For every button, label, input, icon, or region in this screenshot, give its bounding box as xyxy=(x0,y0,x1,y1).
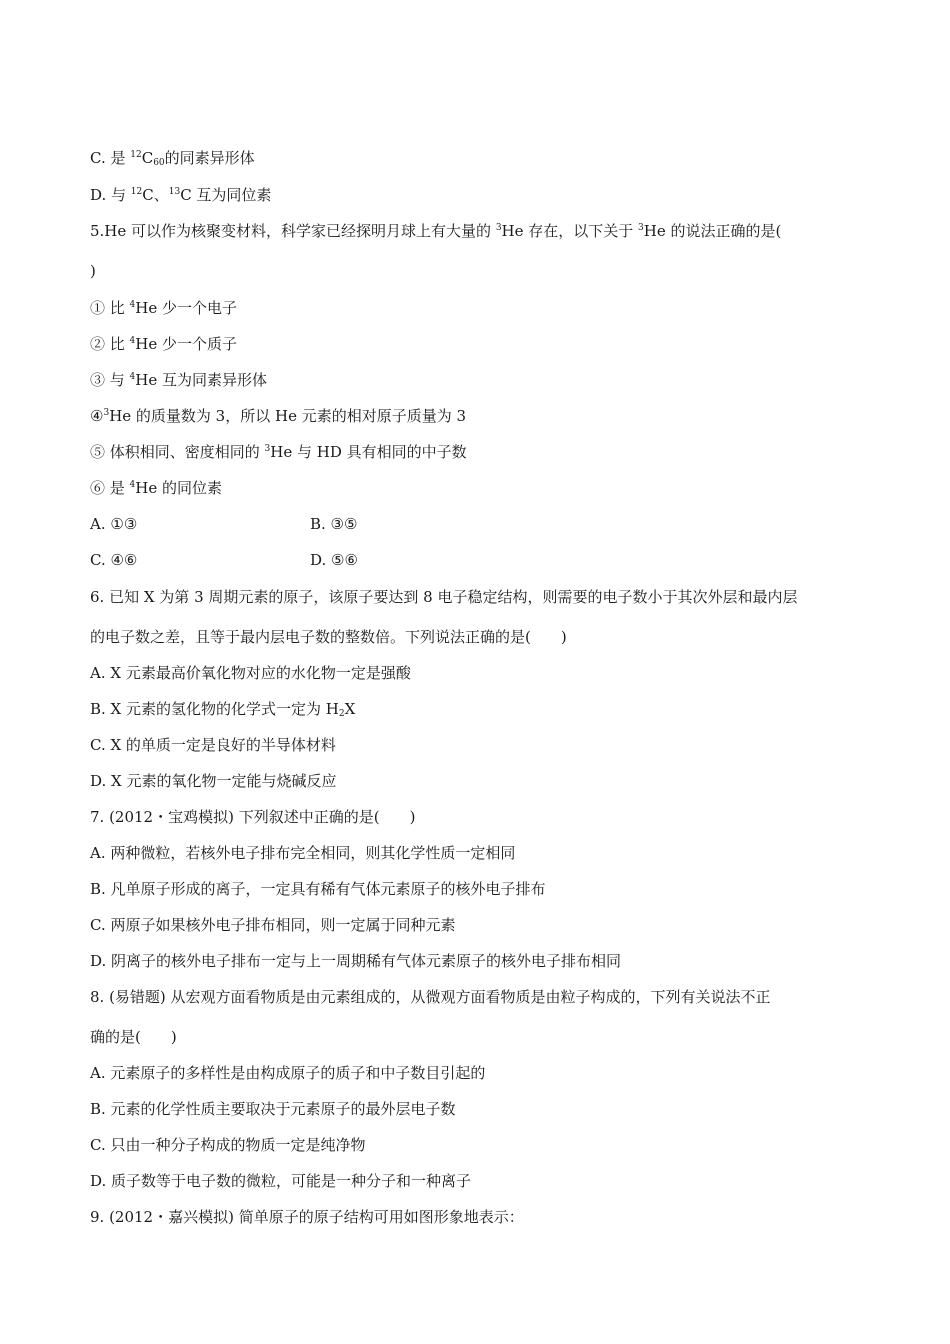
q7-option-a: A. 两种微粒，若核外电子排布完全相同，则其化学性质一定相同 xyxy=(90,844,516,862)
q7-stem: 7. (2012・宝鸡模拟) 下列叙述中正确的是( ) xyxy=(90,808,416,826)
q5-options-row-2 xyxy=(90,550,358,570)
q7-option-b: B. 凡单原子形成的离子，一定具有稀有气体元素原子的核外电子排布 xyxy=(90,880,546,898)
q4-option-d: D. 与 $^{12}$C、$^{13}$C 互为同位素 xyxy=(90,186,272,204)
q6-option-a: A. X 元素最高价氧化物对应的水化物一定是强酸 xyxy=(90,664,411,682)
q5-option-b: B. ③⑤ xyxy=(310,515,358,533)
q8-option-a: A. 元素原子的多样性是由构成原子的质子和中子数目引起的 xyxy=(90,1064,486,1082)
q8-option-b: B. 元素的化学性质主要取决于元素原子的最外层电子数 xyxy=(90,1100,456,1118)
q8-option-d: D. 质子数等于电子数的微粒，可能是一种分子和一种离子 xyxy=(90,1172,472,1190)
q5-option-d: D. ⑤⑥ xyxy=(310,551,358,569)
q8-option-c: C. 只由一种分子构成的物质一定是纯净物 xyxy=(90,1136,366,1154)
q5-item-4: ④$^3$He 的质量数为 3，所以 He 元素的相对原子质量为 3 xyxy=(90,407,467,425)
q7-option-c: C. 两原子如果核外电子排布相同，则一定属于同种元素 xyxy=(90,916,456,934)
q5-item-5: ⑤ 体积相同、密度相同的 $^3$He 与 HD 具有相同的中子数 xyxy=(90,443,467,461)
q6-option-c: C. X 的单质一定是良好的半导体材料 xyxy=(90,736,336,754)
q8-stem-line-2: 确的是( ) xyxy=(90,1028,177,1046)
q7-option-d: D. 阴离子的核外电子排布一定与上一周期稀有气体元素原子的核外电子排布相同 xyxy=(90,952,622,970)
q5-stem: 5.He 可以作为核聚变材料，科学家已经探明月球上有大量的 $^3$He 存在，以下关于 $^3$He 的说法正确的是( xyxy=(90,222,782,240)
q6-stem-line-2: 的电子数之差，且等于最内层电子数的整数倍。下列说法正确的是( ) xyxy=(90,628,567,646)
q5-option-c: C. ④⑥ xyxy=(90,551,138,569)
q6-option-b: B. X 元素的氢化物的化学式一定为 $H_2X$ xyxy=(90,700,356,719)
q5-stem-end: ) xyxy=(90,262,96,280)
q5-item-3: ③ 与 $^4$He 互为同素异形体 xyxy=(90,371,268,389)
q8-stem-line-1: 8. (易错题) 从宏观方面看物质是由元素组成的，从微观方面看物质是由粒子构成的，下列有关说法不正 xyxy=(90,988,771,1006)
q5-item-6: ⑥ 是 $^4$He 的同位素 xyxy=(90,479,223,497)
q5-item-1: ① 比 $^4$He 少一个电子 xyxy=(90,299,238,317)
q9-stem: 9. (2012・嘉兴模拟) 简单原子的原子结构可用如图形象地表示： xyxy=(90,1208,524,1226)
q6-option-d: D. X 元素的氧化物一定能与烧碱反应 xyxy=(90,772,337,790)
q5-item-2: ② 比 $^4$He 少一个质子 xyxy=(90,335,238,353)
q5-options-row-1 xyxy=(90,514,358,534)
q4-option-c: C. 是 $^{12}C_{60}$的同素异形体 xyxy=(90,149,255,168)
q5-option-a: A. ①③ xyxy=(90,515,138,533)
q6-stem-line-1: 6. 已知 X 为第 3 周期元素的原子，该原子要达到 8 电子稳定结构，则需要的电子数小于其次外层和最内层 xyxy=(90,588,798,606)
